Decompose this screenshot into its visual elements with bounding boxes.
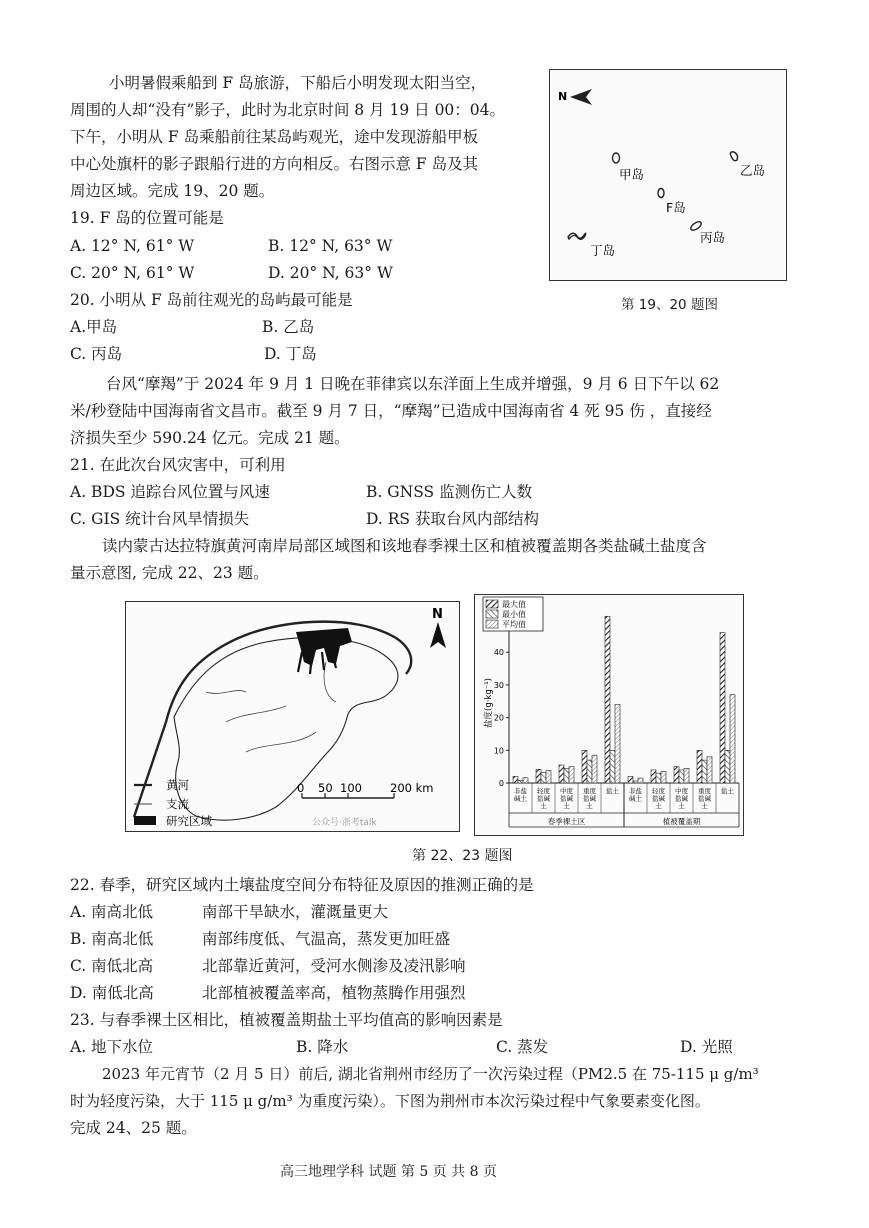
chart-bar (656, 773, 661, 783)
passage-1920-line4: 中心处旗杆的影子跟船行进的方向相反。右图示意 F 岛及其 (70, 155, 479, 173)
q19-option-d: D. 20° N, 63° W (268, 264, 393, 282)
q22-stem: 22. 春季，研究区域内土壤盐度空间分布特征及原因的推测正确的是 (70, 876, 534, 894)
passage-2425-line3: 完成 24、25 题。 (70, 1119, 197, 1137)
chart-bar (605, 616, 610, 783)
chart-category-label: 轻度盐碱土 (652, 787, 665, 810)
chart-category-label: 中度盐碱土 (560, 787, 573, 810)
q21-option-b: B. GNSS 监测伤亡人数 (366, 483, 533, 501)
tributary-lines (206, 662, 336, 752)
passage-1920-line3: 下午，小明从 F 岛乘船前往某岛屿观光，途中发现游船甲板 (70, 128, 479, 146)
q19-stem: 19. F 岛的位置可能是 (70, 209, 224, 227)
q22-option-d-label: D. 南低北高 (70, 984, 154, 1002)
island-yi-label: 乙岛 (740, 163, 766, 178)
q22-option-c-label: C. 南低北高 (70, 957, 154, 975)
legend-tributary-label: 支流 (166, 797, 189, 811)
chart-bar (707, 757, 712, 783)
passage-1920-line2: 周围的人却“没有”影子，此时为北京时间 8 月 19 日 00：04。 (70, 101, 506, 119)
chart-bar (523, 778, 528, 783)
chart-category-label: 重度盐碱土 (583, 787, 596, 810)
passage-21-line1: 台风“摩羯”于 2024 年 9 月 1 日晚在菲律宾以东洋面上生成并增强，9 月 6 日下午以 62 (106, 375, 720, 393)
north-label: N (558, 90, 568, 103)
q22-option-b-text: 南部纬度低、气温高，蒸发更加旺盛 (202, 930, 451, 948)
island-f-shape (658, 189, 664, 198)
chart-y-tick-label: 10 (493, 746, 504, 756)
chart-bar (592, 755, 597, 783)
q20-option-b: B. 乙岛 (262, 318, 315, 336)
q19-option-a: A. 12° N, 61° W (70, 237, 195, 255)
passage-2425-line1: 2023 年元宵节（2 月 5 日）前后, 湖北省荆州市经历了一次污染过程（PM2.5 在 75-115 μ g/m³ (102, 1065, 759, 1083)
q19-option-c: C. 20° N, 61° W (70, 264, 195, 282)
salinity-chart-figure (474, 594, 744, 836)
region-outline (174, 638, 398, 821)
chart-bar (684, 768, 689, 783)
page-footer: 高三地理学科 试题 第 5 页 共 8 页 (280, 1164, 497, 1180)
chart-y-tick-label: 0 (498, 779, 504, 788)
chart-bar (651, 770, 656, 783)
chart-category-label: 非盐碱土 (629, 787, 642, 803)
island-yi-shape (730, 152, 737, 161)
chart-legend-swatch (486, 610, 498, 618)
passage-1920-line5: 周边区域。完成 19、20 题。 (70, 182, 275, 200)
q19-option-b: B. 12° N, 63° W (268, 237, 393, 255)
island-bing-label: 丙岛 (700, 230, 726, 245)
chart-category-label: 盐土 (721, 787, 734, 795)
chart-bar (536, 769, 541, 783)
q23-option-b: B. 降水 (296, 1038, 349, 1056)
scale-tick-200: 200 km (390, 781, 434, 795)
scale-tick-50: 50 (318, 781, 333, 795)
chart-group-label: 植被覆盖期 (662, 817, 701, 826)
chart-bar (638, 778, 643, 783)
island-map (550, 70, 786, 280)
passage-2223-line1: 读内蒙古达拉特旗黄河南岸局部区域图和该地春季裸土区和植被覆盖期各类盐碱土盐度含 (102, 537, 707, 555)
chart-legend-label: 最小值 (502, 610, 526, 619)
chart-category-label: 非盐碱土 (514, 787, 527, 803)
chart-y-axis-label: 盐度(g·kg⁻¹) (484, 678, 494, 728)
q21-stem: 21. 在此次台风灾害中，可利用 (70, 456, 286, 474)
chart-bar (587, 760, 592, 783)
chart-legend-label: 平均值 (502, 620, 526, 629)
chart-bar (702, 760, 707, 783)
chart-bar (610, 750, 615, 783)
chart-bar (518, 780, 523, 783)
q20-option-c: C. 丙岛 (70, 345, 123, 363)
chart-category-label: 轻度盐碱土 (537, 787, 550, 810)
island-ding-shape (568, 233, 586, 239)
chart-y-tick-label: 30 (493, 680, 504, 690)
q22-option-c-text: 北部靠近黄河，受河水侧渗及凌汛影响 (202, 957, 466, 975)
figure-1920-caption: 第 19、20 题图 (621, 297, 718, 313)
chart-bar (582, 750, 587, 783)
q21-option-d: D. RS 获取台风内部结构 (366, 510, 539, 528)
chart-bar (730, 695, 735, 783)
q23-option-a: A. 地下水位 (70, 1038, 154, 1056)
dalate-map-figure (125, 601, 460, 832)
chart-bar (615, 705, 620, 783)
chart-bar (513, 776, 518, 783)
q22-option-a-label: A. 南高北低 (70, 903, 154, 921)
island-ding-label: 丁岛 (590, 243, 616, 258)
island-map-figure (549, 69, 787, 281)
legend-river-label: 黄河 (166, 778, 189, 792)
dalate-map (126, 602, 459, 831)
q22-option-a-text: 南部干旱缺水，灌溉量更大 (202, 903, 389, 921)
chart-category-label: 重度盐碱土 (698, 787, 711, 810)
passage-2425-line2: 时为轻度污染，大于 115 μ g/m³ 为重度污染）。下图为荆州市本次污染过程中气象要素变化图。 (70, 1092, 710, 1110)
chart-y-tick-label: 20 (493, 713, 504, 723)
q20-option-d: D. 丁岛 (264, 345, 317, 363)
chart-legend-swatch (486, 600, 498, 608)
q21-option-c: C. GIS 统计台风旱情损失 (70, 510, 250, 528)
yellow-river-south (134, 722, 166, 817)
island-jia-shape (613, 153, 620, 163)
q22-option-d-text: 北部植被覆盖率高，植物蒸腾作用强烈 (202, 984, 466, 1002)
scale-tick-0: 0 (297, 781, 305, 795)
chart-bar (725, 750, 730, 783)
chart-bar (546, 771, 551, 783)
figure-2223-caption: 第 22、23 题图 (412, 848, 513, 864)
chart-category-label: 盐土 (606, 787, 619, 795)
chart-bar (541, 773, 546, 783)
q20-option-a: A.甲岛 (70, 318, 118, 336)
chart-bar (633, 781, 638, 783)
q23-option-c: C. 蒸发 (496, 1038, 549, 1056)
q20-stem: 20. 小明从 F 岛前往观光的岛屿最可能是 (70, 291, 353, 309)
passage-21-line3: 济损失至少 590.24 亿元。完成 21 题。 (70, 429, 350, 447)
island-jia-label: 甲岛 (619, 167, 645, 182)
watermark: 公众号·浙考talk (312, 818, 377, 828)
chart-legend-swatch (486, 620, 498, 628)
q21-option-a: A. BDS 追踪台风位置与风速 (70, 483, 270, 501)
chart-bar (720, 633, 725, 783)
chart-bar (564, 768, 569, 783)
chart-bar (697, 750, 702, 783)
q23-option-d: D. 光照 (680, 1038, 733, 1056)
chart-category-label: 中度盐碱土 (675, 787, 688, 810)
scale-tick-100: 100 (340, 781, 362, 795)
north-arrow-icon (570, 89, 592, 105)
passage-21-line2: 米/秒登陆中国海南省文昌市。截至 9 月 7 日，“摩羯”已造成中国海南省 4 死 95 伤 ，直接经 (70, 402, 712, 420)
legend-study-swatch (134, 816, 156, 825)
yellow-river-line (166, 622, 411, 722)
legend-study-label: 研究区域 (166, 814, 212, 828)
chart-group-label: 春季裸土区 (547, 817, 586, 826)
q23-stem: 23. 与春季裸土区相比，植被覆盖期盐土平均值高的影响因素是 (70, 1011, 503, 1029)
chart-legend-label: 最大值 (502, 600, 526, 609)
chart-bar (679, 770, 684, 783)
passage-2223-line2: 量示意图, 完成 22、23 题。 (70, 564, 269, 582)
chart-bar (559, 765, 564, 783)
chart-y-tick-label: 40 (493, 648, 504, 658)
passage-1920-line1: 小明暑假乘船到 F 岛旅游，下船后小明发现太阳当空， (109, 74, 487, 92)
map-north-arrow-icon (430, 622, 446, 648)
chart-bar (569, 767, 574, 783)
salinity-chart (475, 595, 743, 835)
q22-option-b-label: B. 南高北低 (70, 930, 154, 948)
chart-bar (661, 772, 666, 783)
island-f-label: F岛 (666, 200, 686, 215)
chart-bar (674, 767, 679, 783)
map-north-label: N (432, 607, 443, 622)
chart-bar (628, 776, 633, 783)
